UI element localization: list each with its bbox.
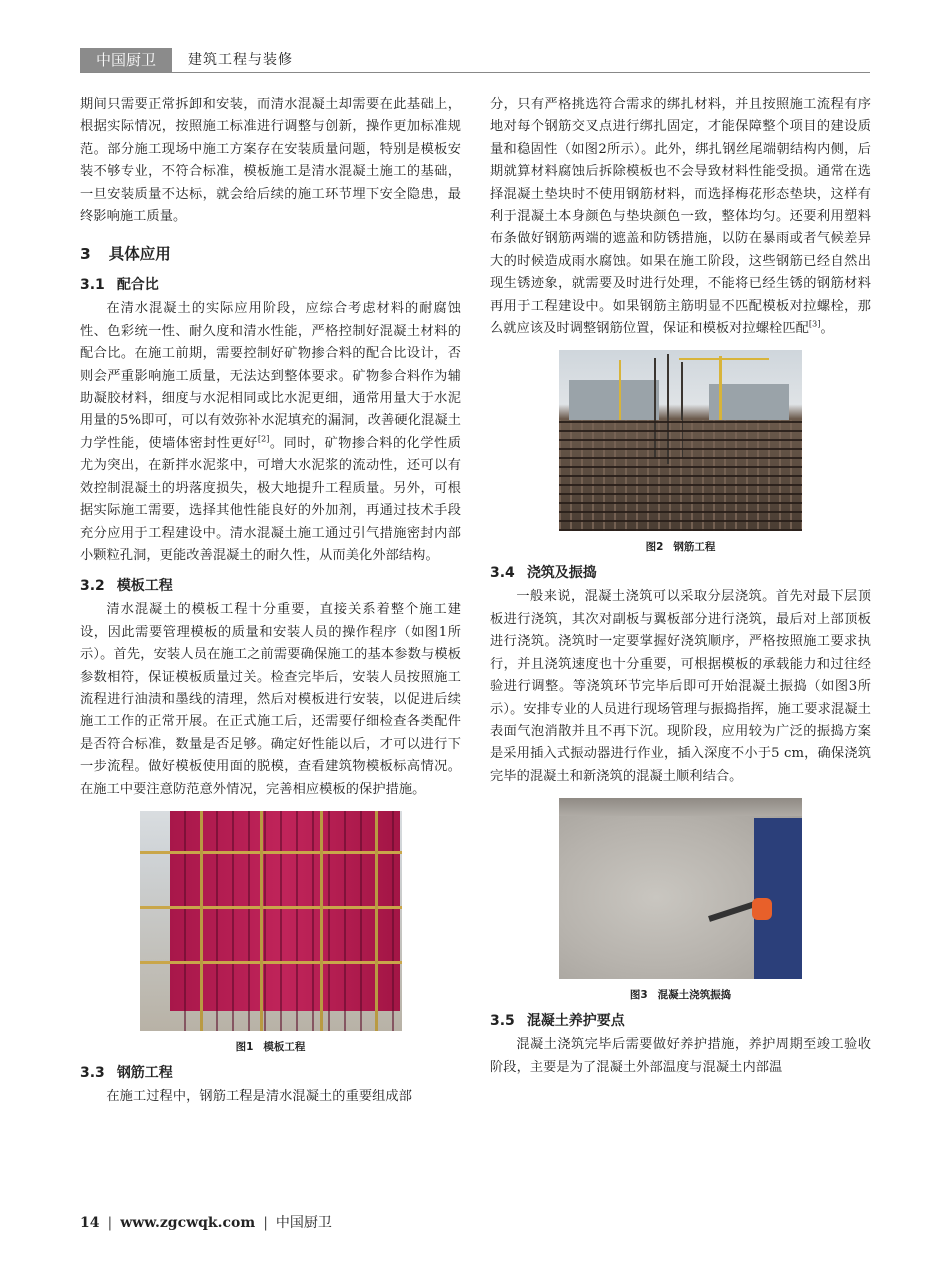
paragraph-mix-ratio bbox=[80, 298, 461, 567]
citation: [2] bbox=[257, 434, 270, 444]
footer-separator: | bbox=[263, 1215, 268, 1231]
scaffold-post bbox=[320, 811, 323, 1031]
page-footer bbox=[80, 1212, 332, 1232]
paragraph-rebar-continued bbox=[490, 94, 871, 340]
figure-caption bbox=[490, 987, 871, 1002]
figure-number: 图1 bbox=[235, 1040, 254, 1053]
paragraph-curing: 混凝土浇筑完毕后需要做好养护措施，养护周期至竣工验收阶段，主要是为了混凝土外部温度与混凝土内部温 bbox=[490, 1037, 871, 1075]
citation: [3] bbox=[808, 319, 821, 329]
page-number: 14 bbox=[80, 1215, 100, 1231]
left-column bbox=[80, 94, 461, 1108]
heading-number: 3.5 bbox=[490, 1013, 515, 1030]
paragraph-rebar: 在施工过程中，钢筋工程是清水混凝土的重要组成部 bbox=[106, 1088, 413, 1104]
heading-section-3-3 bbox=[80, 1062, 461, 1082]
heading-title: 混凝土养护要点 bbox=[526, 1013, 625, 1030]
heading-section-3 bbox=[80, 242, 461, 264]
figure-number: 图2 bbox=[645, 541, 664, 554]
heading-number: 3.4 bbox=[490, 565, 515, 582]
section-name: 建筑工程与装修 bbox=[188, 52, 293, 68]
text-run: 。 bbox=[820, 321, 834, 337]
figure-number: 图3 bbox=[629, 989, 648, 1002]
scaffold-post bbox=[375, 811, 378, 1031]
heading-title: 配合比 bbox=[116, 277, 159, 294]
crane-mast bbox=[619, 360, 621, 420]
formwork-ribs bbox=[170, 811, 400, 1031]
heading-number: 3 bbox=[80, 245, 91, 264]
concrete-photo bbox=[559, 798, 802, 979]
paragraph-intro: 期间只需要正常拆卸和安装，而清水混凝土却需要在此基础上，根据实际情况，按照施工标准进行调整与创新，操作更加标准规范。部分施工现场中施工方案存在安装质量问题，特别是模板安装不够专业，不符合标准，模板施工是清水混凝土施工的基础，一旦安装质量不达标，就会给后续的施工环节埋下安全隐患，最终影响施工质量。 bbox=[80, 97, 461, 225]
heading-section-3-5 bbox=[490, 1010, 871, 1030]
crane-mast bbox=[719, 356, 722, 420]
heading-title: 钢筋工程 bbox=[116, 1064, 173, 1081]
figure-title: 钢筋工程 bbox=[673, 541, 716, 554]
scaffold-bar bbox=[140, 906, 402, 909]
heading-section-3-2 bbox=[80, 575, 461, 595]
figure-1 bbox=[80, 811, 461, 1054]
building-shape bbox=[569, 380, 659, 420]
heading-section-3-4 bbox=[490, 562, 871, 582]
text-run: 分，只有严格挑选符合需求的绑扎材料，并且按照施工流程有序地对每个钢筋交叉点进行绑扎固定，才能保障整个项目的建设质量和稳固性（如图2所示）。此外，绑扎钢丝尾端朝结构内侧，后期就算材料腐蚀后拆除模板也不会导致材料性能受损。通常在选择混凝土垫块时不使用钢筋材料，而选择梅花形态垫块，这样有利于混凝土本身颜色与垫块颜色一致，整体均匀。还要利用塑料布条做好钢筋两端的遮盖和防锈措施，以防在暴雨或者气候差异大的时候造成雨水腐蚀。如果在施工阶段，这些钢筋已经自然出现生锈迹象，就需要及时进行处理，不能将已经生锈的钢筋材料再用于工程建设中。如果钢筋主筋明显不匹配模板对拉螺栓，那么就应该及时调整钢筋位置，保证和模板对拉螺栓匹配 bbox=[490, 97, 871, 337]
running-header bbox=[80, 48, 870, 73]
crane-jib bbox=[679, 358, 769, 360]
heading-number: 3.3 bbox=[80, 1064, 105, 1081]
heading-title: 模板工程 bbox=[116, 578, 173, 595]
figure-2 bbox=[490, 350, 871, 554]
journal-brand: 中国厨卫 bbox=[80, 48, 172, 72]
scaffold-post bbox=[260, 811, 263, 1031]
text-run: 。同时，矿物掺合料的化学性质尤为突出，在新拌水泥浆中，可增大水泥浆的流动性，还可以有效控制混凝土的坍落度损失，极大地提升工程质量。另外，可根据实际施工需要，选择其他性能良好的外加剂，再通过技术手段充分应用于工程建设中。清水混凝土施工通过引气措施密封内部小颗粒孔洞，更能改善混凝土的耐久性，从而美化外部结构。 bbox=[80, 435, 461, 563]
heading-number: 3.1 bbox=[80, 277, 105, 294]
text-run: 在清水混凝土的实际应用阶段，应综合考虑材料的耐腐蚀性、色彩统一性、耐久度和清水性能，严格控制好混凝土材料的配合比。在施工前期，需要控制好矿物掺合料的配合比设计，否则会严重影响施工质量，无法达到整体要求。矿物参合料作为辅助凝胶材料，细度与水泥相同或比水泥更细，通常用量大于水泥用量的5%即可，可以有效弥补水泥填充的漏洞，改善硬化混凝土力学性能，使墙体密封性更好 bbox=[80, 301, 461, 451]
footer-magazine: 中国厨卫 bbox=[275, 1215, 332, 1231]
site-edge bbox=[559, 798, 802, 816]
footer-website: www.zgcwqk.com bbox=[120, 1215, 256, 1231]
figure-title: 模板工程 bbox=[263, 1040, 306, 1053]
paragraph-formwork: 清水混凝土的模板工程十分重要，直接关系着整个施工建设，因此需要管理模板的质量和安装人员的操作程序（如图1所示）。首先，安装人员在施工之前需要确保施工的基本参数与模板参数相符，保证模板质量过关。检查完毕后，安装人员按照施工流程进行油渍和墨线的清理，然后对模板进行安装，以促进后续施工工作的正常开展。在正式施工后，还需要仔细检查各类配件是否符合标准，数量是否足够。确定好性能以后，才可以进行下一步流程。做好模板使用面的脱模，查看建筑物模板标高情况。在施工中要注意防范意外情况，完善相应模板的保护措施。 bbox=[80, 602, 461, 797]
scaffold-post bbox=[200, 811, 203, 1031]
figure-caption bbox=[80, 1039, 461, 1054]
rebar-photo bbox=[559, 350, 802, 531]
formwork-photo bbox=[140, 811, 402, 1031]
figure-caption bbox=[490, 539, 871, 554]
heading-title: 具体应用 bbox=[108, 245, 171, 264]
footer-separator: | bbox=[107, 1215, 113, 1231]
heading-title: 浇筑及振捣 bbox=[526, 565, 597, 582]
right-column bbox=[490, 94, 871, 1079]
figure-title: 混凝土浇筑振捣 bbox=[657, 989, 732, 1002]
rebar-mesh bbox=[559, 420, 802, 531]
scaffold-bar bbox=[140, 961, 402, 964]
paragraph-pouring: 一般来说，混凝土浇筑可以采取分层浇筑。首先对最下层顶板进行浇筑，其次对副板与翼板部分进行浇筑，最后对上部顶板进行浇筑。浇筑时一定要掌握好浇筑顺序，严格按照施工要求执行，并且浇筑速度也十分重要，可根据模板的承载能力和过往经验进行调整。等浇筑环节完毕后即可开始混凝土振捣（如图3所示）。安排专业的人员进行现场管理与振捣指挥，施工要求混凝土表面气泡消散并且不再下沉。现阶段，应用较为广泛的振捣方案是采用插入式振动器进行作业，插入深度不小于5 cm，确保浇筑完毕的混凝土和新浇筑的混凝土顺利结合。 bbox=[490, 589, 871, 784]
heading-number: 3.2 bbox=[80, 578, 105, 595]
worker-glove bbox=[752, 898, 772, 920]
heading-section-3-1 bbox=[80, 274, 461, 294]
figure-3 bbox=[490, 798, 871, 1002]
scaffold-bar bbox=[140, 851, 402, 854]
